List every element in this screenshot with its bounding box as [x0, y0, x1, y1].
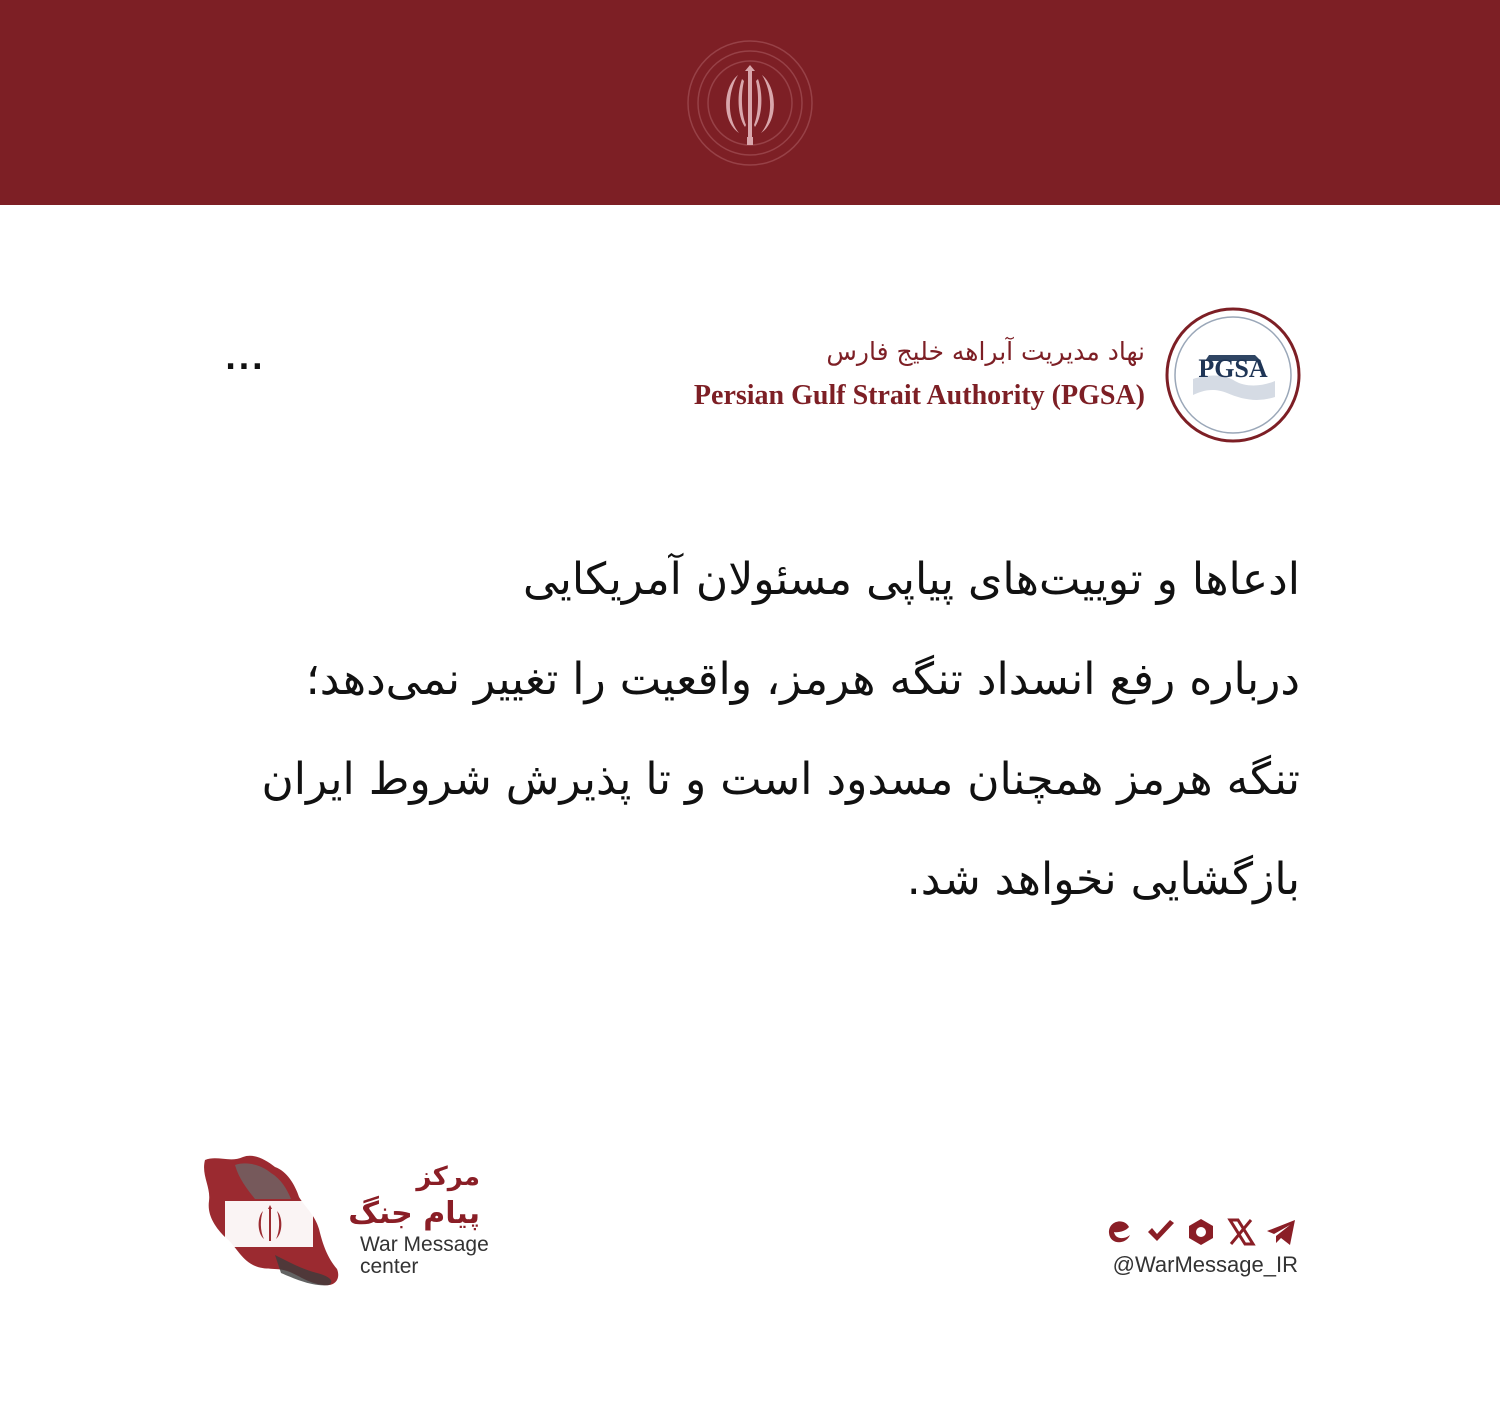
rubika-icon[interactable] — [1184, 1215, 1218, 1249]
brand-name-persian-line1: مرکز — [416, 1162, 480, 1192]
x-icon[interactable] — [1224, 1215, 1258, 1249]
brand-name-persian-line2: پیام جنگ — [348, 1196, 480, 1231]
eitaa-icon[interactable] — [1104, 1215, 1138, 1249]
iran-map-logo — [195, 1145, 345, 1295]
social-handle[interactable]: @WarMessage_IR — [1112, 1252, 1298, 1277]
iran-emblem-icon — [675, 35, 825, 185]
telegram-icon[interactable] — [1264, 1215, 1298, 1249]
brand-name-english-line2: center — [360, 1255, 419, 1278]
more-options-button[interactable]: ... — [224, 342, 266, 377]
pgsa-logo-avatar[interactable] — [1165, 307, 1301, 443]
account-header[interactable] — [694, 332, 1145, 414]
post-line: بازگشایی نخواهد شد. — [906, 854, 1300, 905]
post-line: تنگه هرمز همچنان مسدود است و تا پذیرش شروط ایران — [261, 754, 1300, 805]
social-icons — [1108, 1212, 1298, 1252]
footer-brand — [350, 1160, 510, 1278]
post-line: درباره رفع انسداد تنگه هرمز، واقعیت را تغییر نمی‌دهد؛ — [305, 654, 1300, 705]
pgsa-logo-text: PGSA — [1198, 354, 1268, 383]
account-name-english: Persian Gulf Strait Authority (PGSA) — [693, 380, 1145, 411]
brand-name-english-line1: War Message — [360, 1233, 489, 1256]
post-line: ادعاها و توییت‌های پیاپی مسئولان آمریکایی — [522, 554, 1300, 605]
header-band — [0, 0, 1500, 205]
check-icon[interactable] — [1144, 1215, 1178, 1249]
post-body — [200, 530, 1300, 930]
account-name-persian: نهاد مدیریت آبراهه خلیج فارس — [826, 337, 1145, 366]
